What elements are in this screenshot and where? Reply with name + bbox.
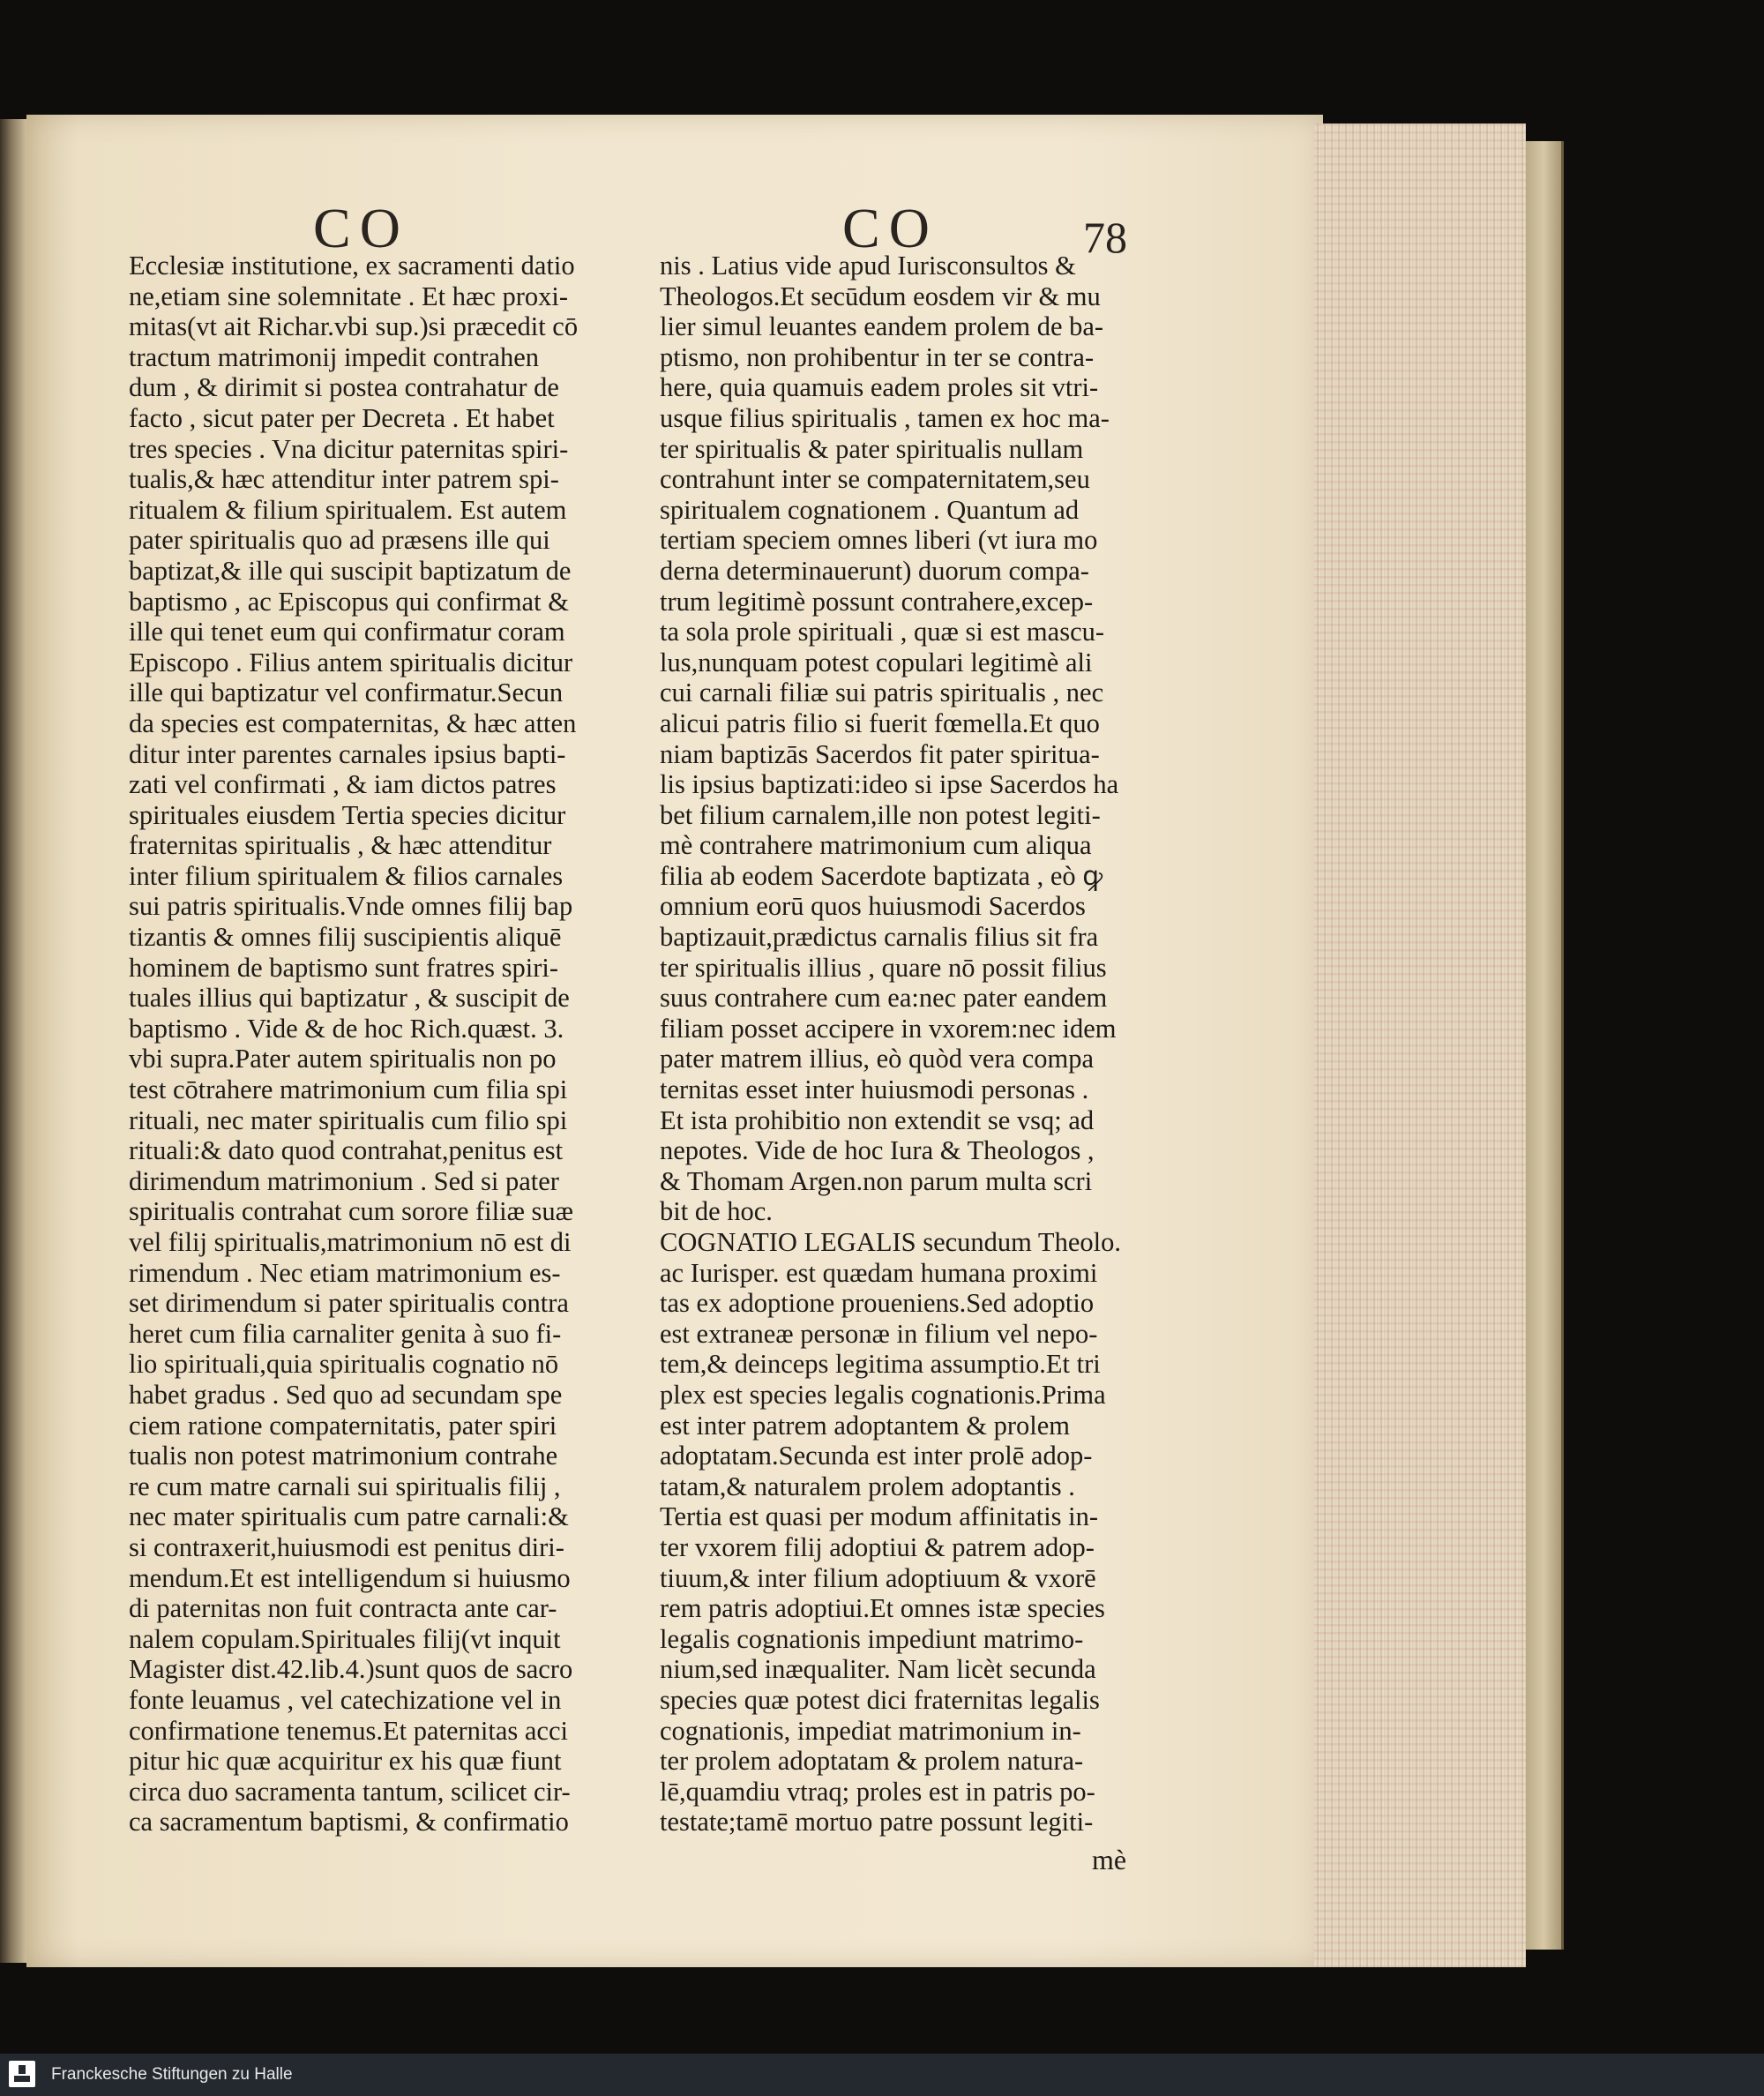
text-line: adoptatam.Secunda est inter prolē adop- [660,1441,1093,1471]
text-line: trum legitimè possunt contrahere,excep- [660,586,1094,617]
text-line: Episcopo . Filius antem spiritualis dicitur [129,647,573,677]
text-line: tiuum,& inter filium adoptiuum & vxorē [660,1562,1096,1593]
text-line: Theologos.Et secūdum eosdem vir & mu [660,281,1101,311]
text-line: mitas(vt ait Richar.vbi sup.)si præcedit cō [129,311,579,342]
text-line: ta sola prole spirituali , quæ si est mascu- [660,617,1105,648]
text-line: here, quia quamuis eadem proles sit vtri- [660,372,1099,403]
text-line: ter prolem adoptatam & prolem natura- [660,1746,1084,1777]
left-text-column [129,251,623,1838]
text-line: rituali, nec mater spiritualis cum filio spi [129,1104,568,1135]
text-line: pater matrem illius, eò quòd vera compa [660,1044,1095,1074]
text-line: filia ab eodem Sacerdote baptizata , eò ꝙ [660,860,1103,891]
text-line: lio spirituali,quia spiritualis cognatio nō [129,1349,559,1380]
text-line: contrahunt inter se compaternitatem,seu [660,464,1090,495]
text-line: spiritualem cognationem . Quantum ad [660,494,1080,525]
text-line: ille qui tenet eum qui confirmatur coram [129,617,565,648]
text-line: fonte leuamus , vel catechizatione vel in [129,1684,562,1715]
book-cover-edge [1526,141,1564,1950]
text-line: ter vxorem filij adoptiui & patrem adop- [660,1531,1095,1562]
text-line: ca sacramentum baptismi, & confirmatio [129,1807,569,1838]
text-line: lier simul leuantes eandem prolem de ba- [660,311,1104,342]
text-line: ternitas esset inter huiusmodi personas . [660,1074,1089,1105]
text-line: set dirimendum si pater spiritualis contra [129,1288,569,1319]
text-line: baptismo , ac Episcopus qui confirmat & [129,586,569,617]
text-line: baptizat,& ille qui suscipit baptizatum de [129,555,572,586]
text-line: tertiam speciem omnes liberi (vt iura mo [660,525,1098,556]
text-line: spiritualis contrahat cum sorore filiæ suæ [129,1196,574,1227]
text-line: ne,etiam sine solemnitate . Et hæc proxi- [129,281,569,311]
text-line: si contraxerit,huiusmodi est penitus diri- [129,1531,564,1562]
page-block-edges [1314,124,1526,1967]
text-line: alicui patris filio si fuerit fœmella.Et quo [660,707,1100,738]
text-line: re cum matre carnali sui spiritualis filij , [129,1471,561,1501]
text-line: testate;tamē mortuo patre possunt legiti- [660,1807,1094,1838]
text-line: facto , sicut pater per Decreta . Et habet [129,402,555,433]
text-line: niam baptizās Sacerdos fit pater spiritua- [660,738,1100,769]
text-line: tatam,& naturalem prolem adoptantis . [660,1471,1075,1501]
text-line: nis . Latius vide apud Iurisconsultos & [660,251,1076,281]
text-line: ac Iurisper. est quædam humana proximi [660,1257,1098,1288]
text-line: lus,nunquam potest copulari legitimè ali [660,647,1093,677]
text-line: fraternitas spiritualis , & hæc attenditur [129,830,552,861]
text-line: ciem ratione compaternitatis, pater spiri [129,1410,557,1441]
text-line: bit de hoc. [660,1196,773,1227]
text-line: Magister dist.42.lib.4.)sunt quos de sacro [129,1654,573,1685]
footer-institution-name: Franckesche Stiftungen zu Halle [51,2065,293,2084]
text-line: nec mater spiritualis cum patre carnali:& [129,1501,569,1532]
previous-page-edge [0,119,26,1963]
text-line: mendum.Et est intelligendum si huiusmo [129,1562,571,1593]
text-line: bet filium carnalem,ille non potest legiti- [660,799,1101,830]
catchword: mè [1092,1844,1127,1875]
text-line: da species est compaternitas, & hæc atten [129,707,577,738]
text-line: baptismo . Vide & de hoc Rich.quæst. 3. [129,1013,564,1044]
text-line: rem patris adoptiui.Et omnes istæ species [660,1593,1105,1624]
text-line: rimendum . Nec etiam matrimonium es- [129,1257,561,1288]
text-line: Tertia est quasi per modum affinitatis in- [660,1501,1099,1532]
text-line: nium,sed inæqualiter. Nam licèt secunda [660,1654,1096,1685]
text-line: species quæ potest dici fraternitas legalis [660,1684,1100,1715]
footer-bar [0,2054,1764,2096]
running-head-right: CO [842,197,938,259]
text-line: spirituales eiusdem Tertia species dicitur [129,799,566,830]
text-line: lis ipsius baptizati:ideo si ipse Sacerdos ha [660,769,1119,800]
text-line: baptizauit,prædictus carnalis filius sit fra [660,922,1099,953]
text-line: tas ex adoptione proueniens.Sed adoptio [660,1288,1095,1319]
text-line: tuales illius qui baptizatur , & suscipit de [129,983,570,1014]
text-line: derna determinauerunt) duorum compa- [660,555,1089,586]
text-line: confirmatione tenemus.Et paternitas acci [129,1715,568,1746]
text-line: cognationis, impediat matrimonium in- [660,1715,1081,1746]
text-line: ritualem & filium spiritualem. Est autem [129,494,567,525]
text-line: ptismo, non prohibentur in ter se contra- [660,341,1095,372]
text-line: Et ista prohibitio non extendit se vsq; ad [660,1104,1095,1135]
text-line: hominem de baptismo sunt fratres spiri- [129,952,559,983]
text-line: mè contrahere matrimonium cum aliqua [660,830,1092,861]
text-line: tres species . Vna dicitur paternitas spiri- [129,433,569,464]
text-line: est extraneæ personæ in filium vel nepo- [660,1318,1098,1349]
institution-logo-icon [9,2061,35,2087]
text-line: pater spiritualis quo ad præsens ille qui [129,525,550,556]
text-line: ille qui baptizatur vel confirmatur.Secun [129,677,564,708]
text-line: test cōtrahere matrimonium cum filia spi [129,1074,568,1105]
text-line: nalem copulam.Spirituales filij(vt inquit [129,1623,561,1654]
text-line: rituali:& dato quod contrahat,penitus est [129,1135,564,1166]
text-line: est inter patrem adoptantem & prolem [660,1410,1070,1441]
text-line: COGNATIO LEGALIS secundum Theolo. [660,1227,1121,1257]
text-line: zati vel confirmati , & iam dictos patres [129,769,557,800]
text-line: filiam posset accipere in vxorem:nec idem [660,1013,1117,1044]
text-line: ter spiritualis & pater spiritualis nullam [660,433,1084,464]
text-line: vbi supra.Pater autem spiritualis non po [129,1044,557,1074]
text-line: di paternitas non fuit contracta ante car- [129,1593,557,1624]
text-line: tualis,& hæc attenditur inter patrem spi- [129,464,559,495]
text-line: ditur inter parentes carnales ipsius bapti- [129,738,566,769]
right-text-column [660,251,1171,1838]
text-line: tractum matrimonij impedit contrahen [129,341,539,372]
text-line: ter spiritualis illius , quare nō possit filius [660,952,1107,983]
text-line: legalis cognationis impediunt matrimo- [660,1623,1084,1654]
page-number: 78 [1083,213,1127,262]
text-line: circa duo sacramenta tantum, scilicet cir- [129,1776,571,1807]
text-line: vel filij spiritualis,matrimonium nō est di [129,1227,572,1257]
text-line: sui patris spiritualis.Vnde omnes filij bap [129,891,573,922]
text-line: tem,& deinceps legitima assumptio.Et tri [660,1349,1101,1380]
text-line: & Thomam Argen.non parum multa scri [660,1165,1093,1196]
text-line: usque filius spiritualis , tamen ex hoc ma- [660,402,1110,433]
running-head-left: CO [313,197,409,259]
text-line: dum , & dirimit si postea contrahatur de [129,372,559,403]
text-line: habet gradus . Sed quo ad secundam spe [129,1379,563,1410]
text-line: Ecclesiæ institutione, ex sacramenti datio [129,251,575,281]
text-line: nepotes. Vide de hoc Iura & Theologos , [660,1135,1095,1166]
text-line: inter filium spiritualem & filios carnales [129,860,564,891]
text-line: lē,quamdiu vtraq; proles est in patris po- [660,1776,1095,1807]
text-line: plex est species legalis cognationis.Prima [660,1379,1106,1410]
text-line: dirimendum matrimonium . Sed si pater [129,1165,559,1196]
text-line: pitur hic quæ acquiritur ex his quæ fiunt [129,1746,562,1777]
text-line: cui carnali filiæ sui patris spiritualis , nec [660,677,1104,708]
text-line: tualis non potest matrimonium contrahe [129,1441,558,1471]
text-line: suus contrahere cum ea:nec pater eandem [660,983,1108,1014]
text-line: tizantis & omnes filij suscipientis aliquē [129,922,562,953]
text-line: heret cum filia carnaliter genita à suo fi- [129,1318,562,1349]
text-line: omnium eorū quos huiusmodi Sacerdos [660,891,1086,922]
